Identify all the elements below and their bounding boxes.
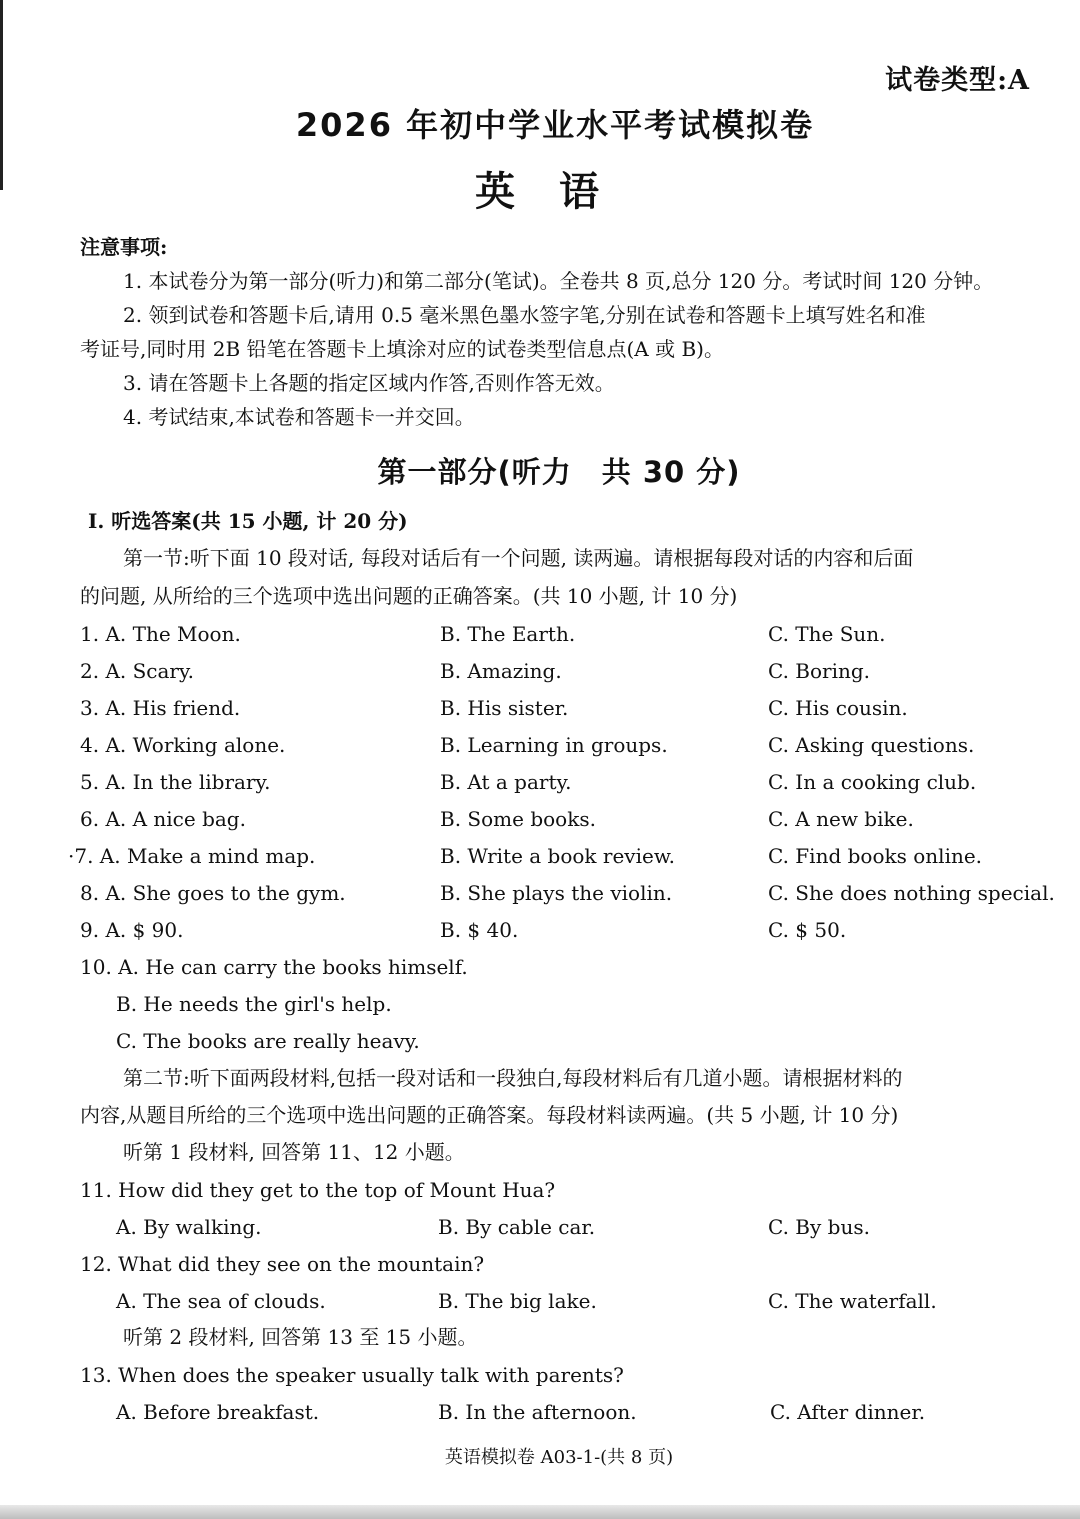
q11-stem: 11. How did they get to the top of Mount Hua? bbox=[80, 1178, 556, 1202]
part1-title: 第一部分(听力 共 30 分) bbox=[377, 455, 741, 489]
section1-instruction: 的问题, 从所给的三个选项中选出问题的正确答案。(共 10 小题, 计 10 分) bbox=[80, 584, 738, 608]
section1-instruction: 第一节:听下面 10 段对话, 每段对话后有一个问题, 读两遍。请根据每段对话的内容和后面 bbox=[123, 546, 914, 570]
section2-instruction: 内容,从题目所给的三个选项中选出问题的正确答案。每段材料读两遍。(共 5 小题, 计 10 分) bbox=[80, 1103, 899, 1127]
option-a: 6. A. A nice bag. bbox=[80, 807, 246, 831]
option-c: C. His cousin. bbox=[768, 696, 908, 720]
option-c: C. The Sun. bbox=[768, 622, 886, 646]
scan-bottom-edge bbox=[0, 1505, 1080, 1519]
paper-type-label: 试卷类型:A bbox=[885, 65, 1030, 96]
option-b: B. His sister. bbox=[440, 696, 569, 720]
option-c: C. A new bike. bbox=[768, 807, 914, 831]
q10-option-c: C. The books are really heavy. bbox=[116, 1029, 420, 1053]
option-c: C. Boring. bbox=[768, 659, 871, 683]
q11-option-b: B. By cable car. bbox=[438, 1215, 596, 1239]
option-c: C. Asking questions. bbox=[768, 733, 975, 757]
notice-item: 4. 考试结束,本试卷和答题卡一并交回。 bbox=[123, 405, 475, 429]
q11-option-c: C. By bus. bbox=[768, 1215, 870, 1239]
option-a: 3. A. His friend. bbox=[80, 696, 241, 720]
section-heading: Ⅰ. 听选答案(共 15 小题, 计 20 分) bbox=[88, 509, 408, 533]
notice-item: 考证号,同时用 2B 铅笔在答题卡上填涂对应的试卷类型信息点(A 或 B)。 bbox=[80, 337, 724, 361]
q13-stem: 13. When does the speaker usually talk with parents? bbox=[80, 1363, 624, 1387]
option-b: B. $ 40. bbox=[440, 918, 519, 942]
option-c: C. In a cooking club. bbox=[768, 770, 977, 794]
section2-instruction: 第二节:听下面两段材料,包括一段对话和一段独白,每段材料后有几道小题。请根据材料的 bbox=[123, 1066, 903, 1090]
option-a: 4. A. Working alone. bbox=[80, 733, 286, 757]
q13-option-c: C. After dinner. bbox=[770, 1400, 926, 1424]
option-a: ·7. A. Make a mind map. bbox=[68, 844, 316, 868]
q13-option-b: B. In the afternoon. bbox=[438, 1400, 637, 1424]
q10-option-a: 10. A. He can carry the books himself. bbox=[80, 955, 468, 979]
option-b: B. Amazing. bbox=[440, 659, 562, 683]
notice-heading: 注意事项: bbox=[80, 235, 168, 259]
option-b: B. At a party. bbox=[440, 770, 572, 794]
option-c: C. Find books online. bbox=[768, 844, 983, 868]
subject-title: 英语 bbox=[475, 168, 643, 215]
q12-stem: 12. What did they see on the mountain? bbox=[80, 1252, 485, 1276]
option-b: B. Some books. bbox=[440, 807, 596, 831]
material-1-label: 听第 1 段材料, 回答第 11、12 小题。 bbox=[123, 1140, 465, 1164]
q13-option-a: A. Before breakfast. bbox=[116, 1400, 320, 1424]
option-b: B. Learning in groups. bbox=[440, 733, 668, 757]
option-a: 2. A. Scary. bbox=[80, 659, 194, 683]
exam-title: 2026 年初中学业水平考试模拟卷 bbox=[295, 106, 815, 144]
option-c: C. $ 50. bbox=[768, 918, 847, 942]
option-a: 1. A. The Moon. bbox=[80, 622, 241, 646]
q12-option-c: C. The waterfall. bbox=[768, 1289, 937, 1313]
q10-option-b: B. He needs the girl's help. bbox=[116, 992, 392, 1016]
option-a: 9. A. $ 90. bbox=[80, 918, 184, 942]
notice-item: 1. 本试卷分为第一部分(听力)和第二部分(笔试)。全卷共 8 页,总分 120 分。考试时间 120 分钟。 bbox=[123, 269, 994, 293]
option-c: C. She does nothing special. bbox=[768, 881, 1055, 905]
notice-item: 2. 领到试卷和答题卡后,请用 0.5 毫米黑色墨水签字笔,分别在试卷和答题卡上填写姓名和准 bbox=[123, 303, 926, 327]
q12-option-a: A. The sea of clouds. bbox=[116, 1289, 326, 1313]
option-b: B. She plays the violin. bbox=[440, 881, 673, 905]
option-b: B. Write a book review. bbox=[440, 844, 675, 868]
page-footer: 英语模拟卷 A03-1-(共 8 页) bbox=[444, 1447, 674, 1468]
q11-option-a: A. By walking. bbox=[116, 1215, 262, 1239]
option-b: B. The Earth. bbox=[440, 622, 576, 646]
option-a: 5. A. In the library. bbox=[80, 770, 271, 794]
notice-item: 3. 请在答题卡上各题的指定区域内作答,否则作答无效。 bbox=[123, 371, 615, 395]
material-2-label: 听第 2 段材料, 回答第 13 至 15 小题。 bbox=[123, 1325, 478, 1349]
option-a: 8. A. She goes to the gym. bbox=[80, 881, 346, 905]
q12-option-b: B. The big lake. bbox=[438, 1289, 597, 1313]
